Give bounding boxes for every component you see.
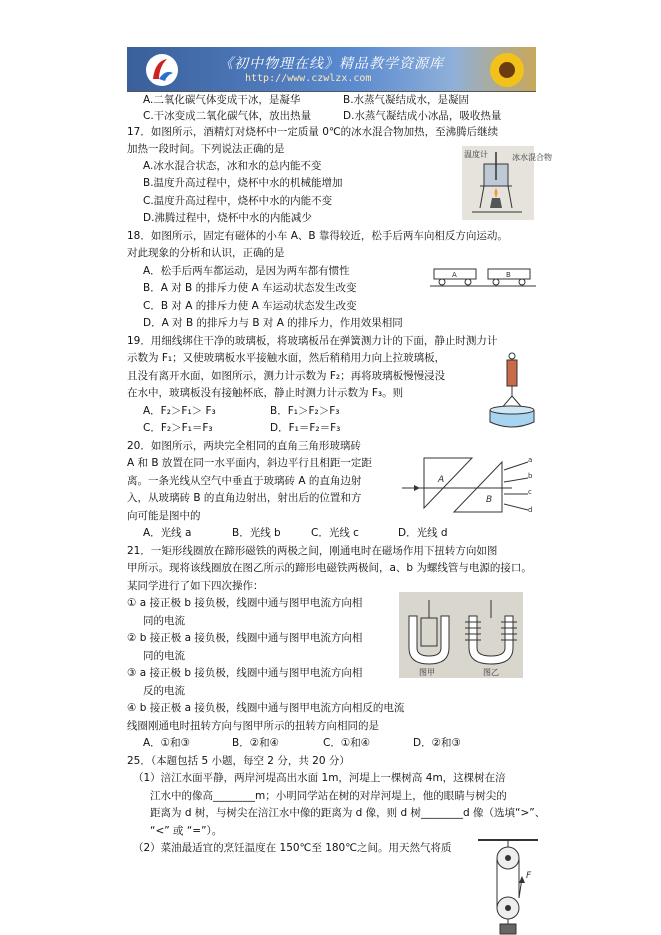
option-text: B.温度升高过程中，烧杯中水的机械能增加 [143, 177, 343, 189]
beaker-figure [462, 146, 552, 220]
option-text: D.沸腾过程中，烧杯中水的内能减少 [143, 212, 312, 224]
question-21-stem: 21．一矩形线圈放在蹄形磁铁的两极之间，刚通电时在磁场作用下扭转方向如图 [127, 545, 498, 557]
question-20-stem: 向可能是图中的 [127, 510, 201, 522]
question-20-stem: 20．如图所示，两块完全相同的直角三角形玻璃砖 [127, 440, 361, 452]
question-20-stem: A 和 B 放置在同一水平面内，斜边平行且相距一定距 [127, 457, 372, 469]
question-20-stem: 离。一条光线从空气中垂直于玻璃砖 A 的直角边射 [127, 475, 362, 487]
car-b-label: B [506, 271, 511, 279]
option-text: A．松手后两车都运动，是因为两车都有惯性 [143, 265, 350, 277]
option-text: A.二氧化碳气体变成干冰，是凝华 [143, 94, 301, 106]
fig-jia-label: 图甲 [419, 668, 435, 677]
question-25-text: “<” 或 “=”）。 [150, 825, 223, 837]
question-18-stem: 18．如图所示，固定有磁体的小车 A、B 靠得较近，松手后两车向相反方向运动。 [127, 230, 508, 242]
question-18-stem: 对此现象的分析和认识，正确的是 [127, 247, 285, 259]
option-text: B.水蒸气凝结成水，是凝固 [343, 94, 470, 106]
question-21-stem: 甲所示。现将该线圈放在图乙所示的蹄形电磁铁两极间，a、b 为螺线管与电源的接口。 [127, 562, 532, 574]
operation-text: ① a 接正极 b 接负极，线圈中通与图甲电流方向相 [127, 597, 363, 609]
question-17-stem: 17．如图所示，酒精灯对烧杯中一定质量 0℃的冰水混合物加热，至沸腾后继续 [127, 126, 499, 138]
operation-text: ③ a 接正极 b 接负极，线圈中通与图甲电流方向相 [127, 667, 363, 679]
option-text: C．光线 c [311, 527, 359, 539]
option-text: C．B 对 A 的排斥力使 A 车运动状态发生改变 [143, 300, 357, 312]
question-25-text: 江水中的像高________m；小明同学站在树的对岸河堤上，他的眼睛与树尖的 [150, 790, 507, 802]
logo-icon [145, 53, 179, 87]
question-21-stem: 某同学进行了如下四次操作： [127, 580, 264, 592]
option-text: C.干冰变成二氧化碳气体，放出热量 [143, 110, 312, 122]
operation-text: ② b 接正极 a 接负极，线圈中通与图甲电流方向相 [127, 632, 363, 644]
option-text: B．光线 b [232, 527, 281, 539]
prism-a-label: A [438, 475, 445, 485]
magnet-cars-figure [430, 263, 536, 293]
mixture-label: 冰水混合物 [512, 153, 552, 162]
option-text: A．①和③ [143, 737, 191, 749]
question-17-stem: 加热一段时间。下列说法正确的是 [127, 143, 285, 155]
electromagnet-figure [399, 592, 523, 678]
option-text: A.冰水混合状态，冰和水的总内能不变 [143, 160, 322, 172]
option-text: D．F₁＝F₂＝F₃ [270, 422, 341, 434]
spring-scale-figure [486, 352, 538, 434]
banner-url[interactable]: http://www.czwlzx.com [245, 73, 372, 84]
pulley-figure [478, 838, 538, 935]
question-19-stem: 且没有离开水面，如图所示，测力计示数为 F₂；再将玻璃板慢慢浸没 [127, 370, 446, 382]
thermometer-label: 温度计 [464, 150, 488, 159]
question-19-stem: 示数为 F₁；又使玻璃板水平接触水面，然后稍稍用力向上拉玻璃板， [127, 352, 446, 364]
prism-b-label: B [486, 495, 493, 505]
question-19-stem: 19．用细线绑住干净的玻璃板，将玻璃板吊在弹簧测力计的下面，静止时测力计 [127, 335, 498, 347]
question-25-text: （2）菜油最适宜的烹饪温度在 150℃至 180℃之间。用天然气将质 [133, 842, 452, 854]
ray-b-label: b [528, 472, 533, 480]
question-25-text: 距离为 d 树，与树尖在涪江水中像的距离为 d 像，则 d 树________d 像（选填“>”、 [150, 807, 546, 819]
question-21-stem: 线圈刚通电时扭转方向与图甲所示的扭转方向相同的是 [127, 720, 379, 732]
question-25-heading: 25．（本题包括 5 小题，每空 2 分，共 20 分） [127, 755, 350, 767]
operation-text: 同的电流 [143, 650, 185, 662]
question-20-stem: 入，从玻璃砖 B 的直角边射出，射出后的位置和方 [127, 492, 362, 504]
option-text: A．F₂＞F₁＞ F₃ [143, 405, 216, 417]
option-text: D.水蒸气凝结成小冰晶，吸收热量 [343, 110, 502, 122]
header-banner [127, 47, 536, 92]
option-text: D．②和③ [413, 737, 461, 749]
option-text: B．F₁＞F₂＞F₃ [270, 405, 340, 417]
ray-c-label: c [528, 488, 532, 496]
header-divider [127, 91, 536, 92]
option-text: B．A 对 B 的排斥力使 A 车运动状态发生改变 [143, 282, 357, 294]
prism-figure [402, 450, 534, 520]
option-text: C.温度升高过程中，烧杯中水的内能不变 [143, 195, 333, 207]
ray-a-label: a [528, 456, 533, 464]
car-a-label: A [452, 271, 457, 279]
operation-text: 反的电流 [143, 685, 185, 697]
fig-yi-label: 图乙 [483, 668, 499, 677]
sunflower-icon [488, 51, 526, 89]
option-text: D．光线 d [398, 527, 448, 539]
operation-text: ④ b 接正极 a 接负极，线圈中通与图甲电流方向相反的电流 [127, 702, 405, 714]
force-f-label: F [526, 871, 532, 881]
ray-d-label: d [528, 506, 533, 514]
option-text: C．F₂＞F₁＝F₃ [143, 422, 213, 434]
option-text: C．①和④ [323, 737, 371, 749]
option-text: A．光线 a [143, 527, 192, 539]
operation-text: 同的电流 [143, 615, 185, 627]
question-25-text: （1）涪江水面平静，两岸河堤高出水面 1m，河堤上一棵树高 4m，这棵树在涪 [133, 772, 506, 784]
option-text: D．A 对 B 的排斥力与 B 对 A 的排斥力，作用效果相同 [143, 317, 403, 329]
question-19-stem: 在水中，玻璃板没有接触杯底，静止时测力计示数为 F₃。则 [127, 387, 404, 399]
option-text: B．②和④ [232, 737, 280, 749]
banner-title: 《初中物理在线》精品教学资源库 [219, 56, 444, 72]
